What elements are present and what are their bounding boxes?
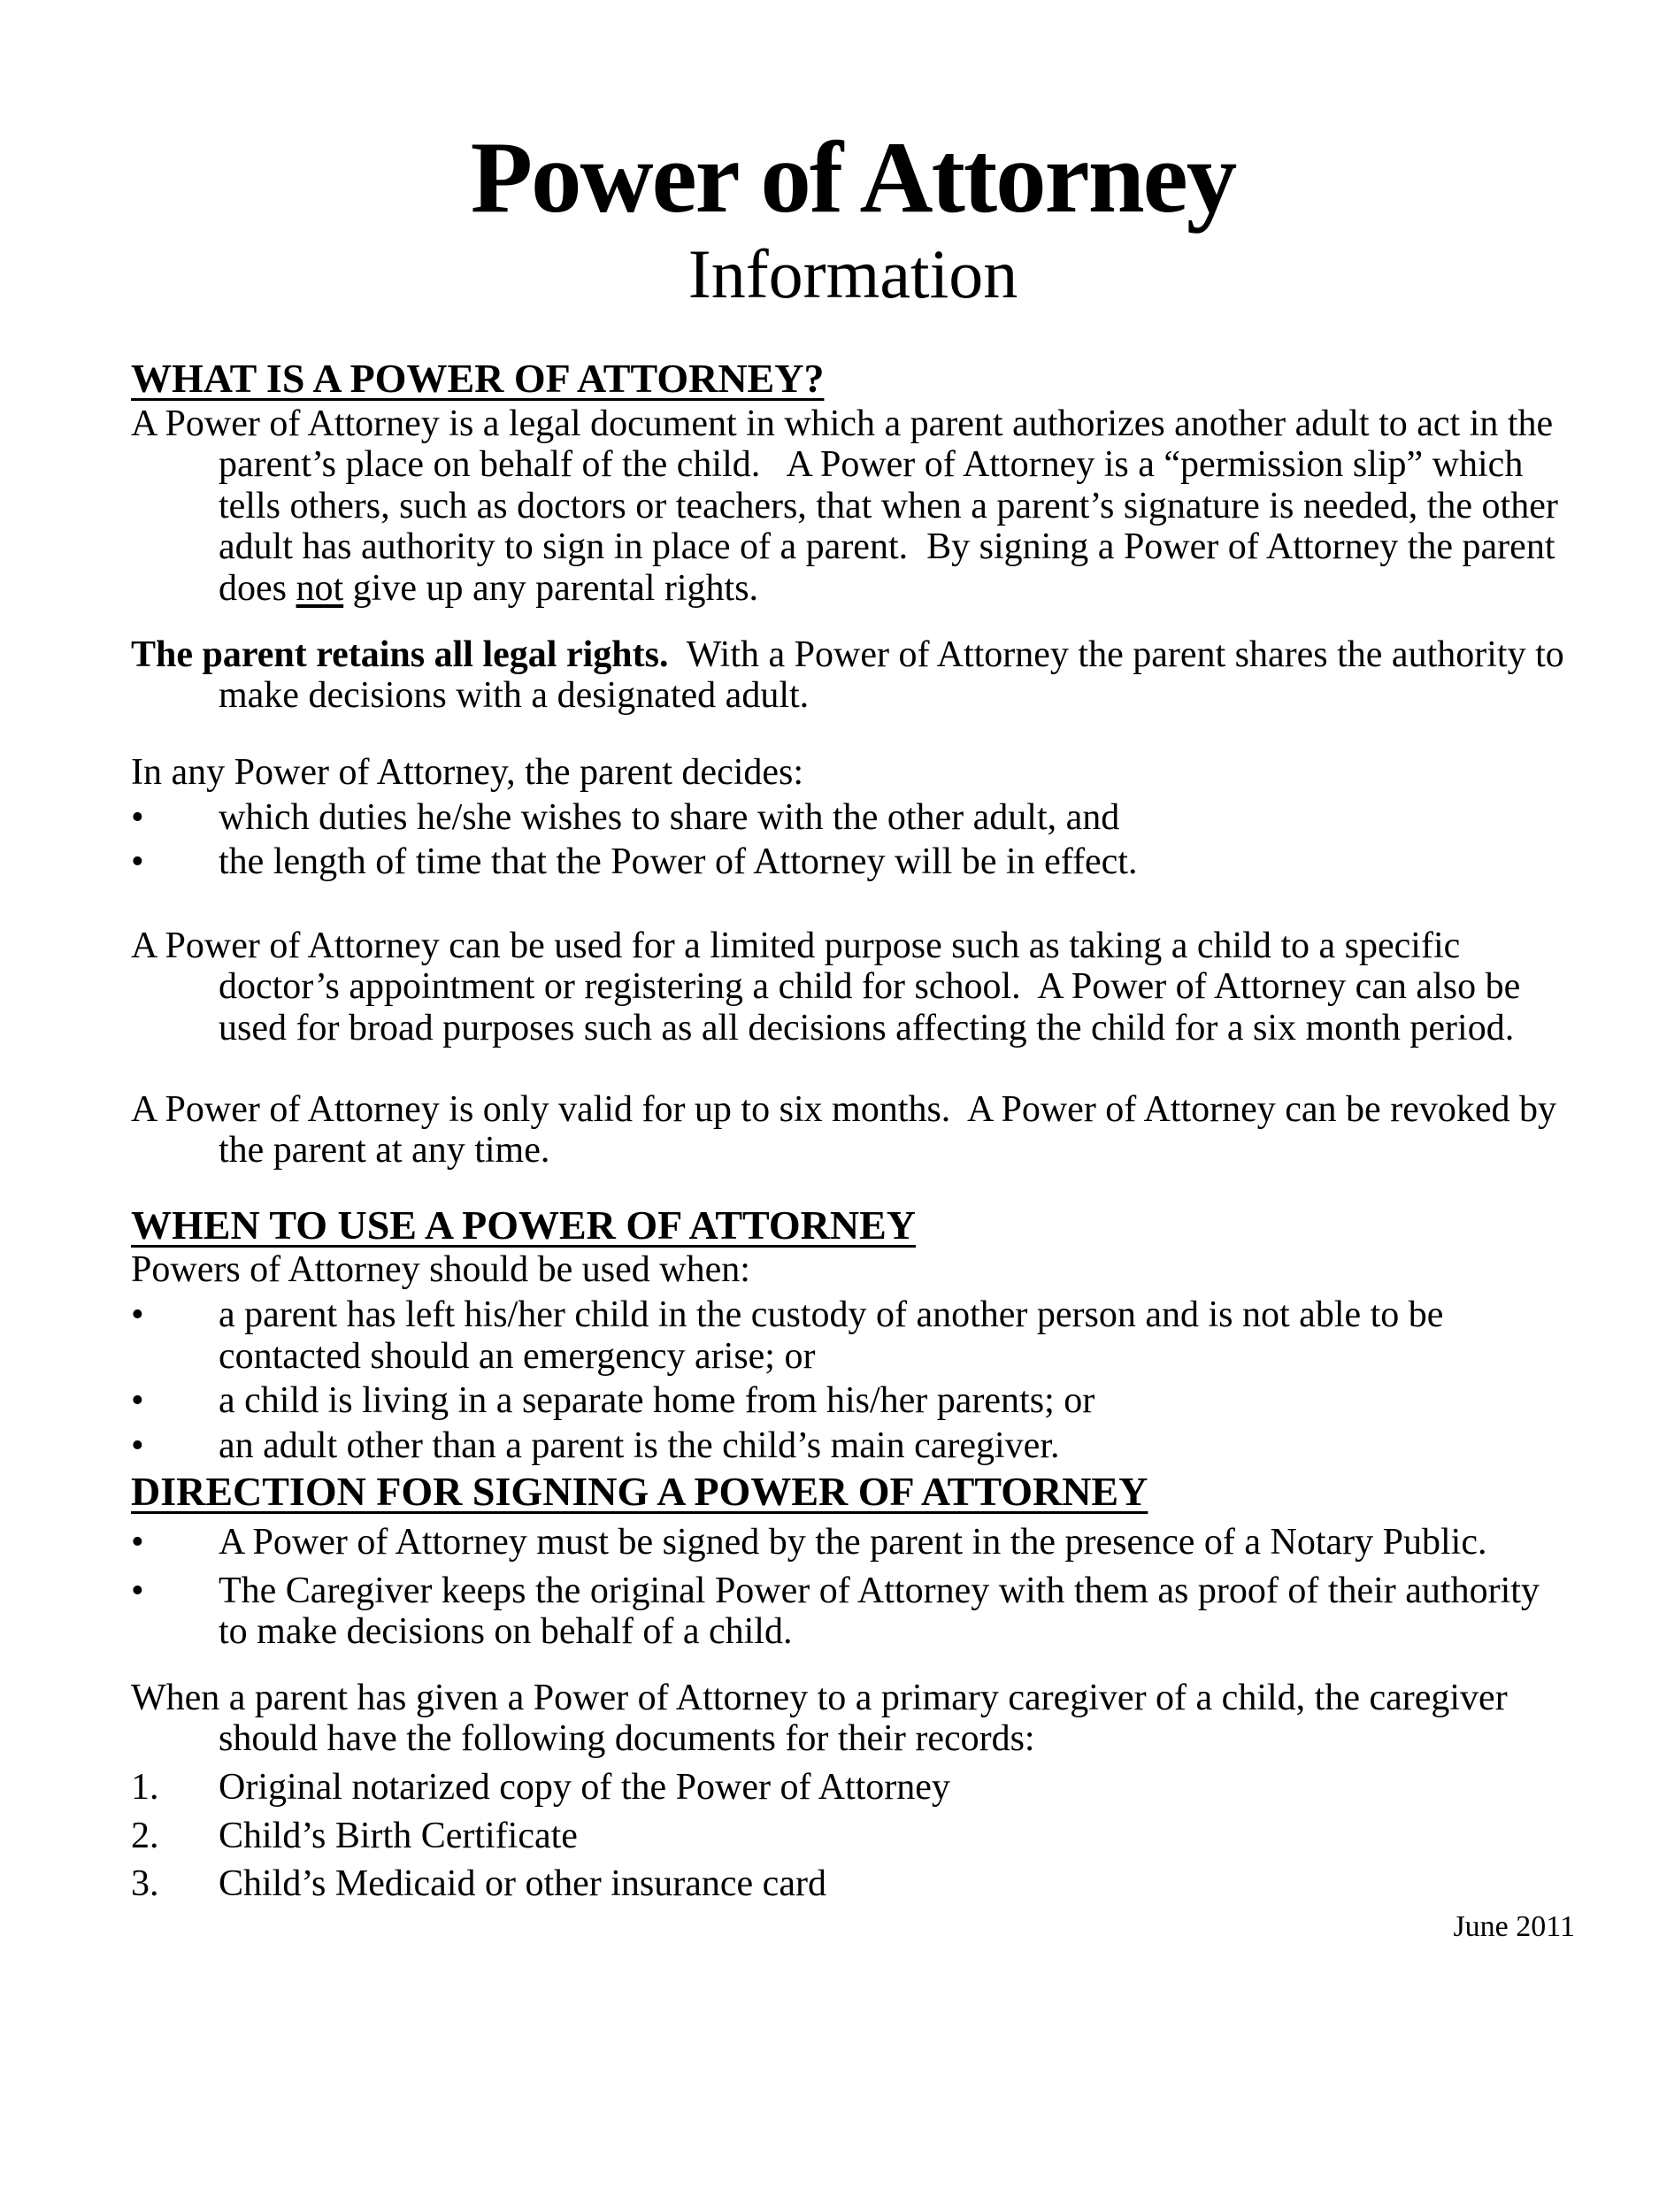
numbered-marker: 2. [131, 1815, 159, 1856]
numbered-text: Original notarized copy of the Power of Attorney [219, 1767, 950, 1809]
bullet-text: which duties he/she wishes to share with the other adult, and [219, 796, 1120, 838]
numbered-text: Child’s Medicaid or other insurance card [219, 1863, 826, 1905]
bullet-icon: • [131, 1380, 144, 1422]
bullet-item [131, 1380, 1575, 1422]
paragraph-parent-retains-rights [131, 634, 1575, 717]
numbered-item [131, 1816, 1575, 1857]
numbered-marker: 3. [131, 1863, 159, 1905]
document-title: Power of Attorney [470, 121, 1236, 234]
heading-direction-for-signing: DIRECTION FOR SIGNING A POWER OF ATTORNEY [131, 1469, 1148, 1515]
bullet-icon: • [131, 1570, 144, 1611]
bold-lead-text: The parent retains all legal rights. [131, 634, 669, 675]
paragraph-limited-purpose: A Power of Attorney can be used for a limited purpose such as taking a child to a specific doctor’s appointment or registering a child for school. A Power of Attorney can also be used for broad purposes such as all decisions affecting the child for a six month period. [131, 925, 1530, 1048]
bullet-item [131, 1425, 1575, 1467]
bullet-icon: • [131, 1425, 144, 1466]
paragraph-text: give up any parental rights. [343, 568, 759, 610]
bullet-text: A Power of Attorney must be signed by the parent in the presence of a Notary Public. [219, 1522, 1487, 1563]
bullet-text: The Caregiver keeps the original Power of Attorney with them as proof of their authority to make decisions on behalf of a child. [219, 1570, 1549, 1653]
bullet-icon: • [131, 841, 144, 883]
bullet-text: a parent has left his/her child in the custody of another person and is not able to be contacted should an emergency arise; or [219, 1294, 1453, 1377]
bullet-item [131, 841, 1575, 883]
paragraph-caregiver-documents: When a parent has given a Power of Attorney to a primary caregiver of a child, the caregiver should have the following documents for their records: [131, 1677, 1517, 1760]
bullet-icon: • [131, 1294, 144, 1335]
numbered-item [131, 1767, 1575, 1809]
bullet-text: an adult other than a parent is the child’s main caregiver. [219, 1425, 1060, 1466]
document-subtitle: Information [687, 235, 1018, 313]
paragraph-text: A Power of Attorney is a legal document in which a parent authorizes another adult to act in the parent’s place on behalf of the child. A Power of Attorney is a “permission slip” which tells others, such as doctors or teachers, that when a parent’s signature is needed, the other adult has authority to sign in place of a parent. By signing a Power of Attorney the parent does [131, 403, 1568, 610]
bullet-icon: • [131, 796, 144, 838]
bullet-icon: • [131, 1522, 144, 1563]
bullet-item [131, 797, 1575, 839]
paragraph-parent-decides: In any Power of Attorney, the parent decides: [131, 751, 804, 793]
paragraph-text: With a Power of Attorney the parent shares the authority to make decisions with a designated adult. [219, 634, 1574, 717]
paragraph-when-intro: Powers of Attorney should be used when: [131, 1249, 750, 1291]
bullet-item [131, 1294, 1575, 1377]
numbered-list-documents [131, 1767, 1575, 1905]
numbered-text: Child’s Birth Certificate [219, 1815, 578, 1856]
bullet-list-when-to-use [131, 1294, 1575, 1466]
underlined-word-not: not [296, 568, 344, 610]
bullet-text: a child is living in a separate home from his/her parents; or [219, 1380, 1095, 1422]
heading-what-is-a-power-of-attorney: WHAT IS A POWER OF ATTORNEY? [131, 356, 825, 402]
heading-when-to-use: WHEN TO USE A POWER OF ATTORNEY [131, 1202, 916, 1248]
footer-date: June 2011 [1453, 1909, 1575, 1943]
bullet-item [131, 1571, 1575, 1653]
numbered-item [131, 1863, 1575, 1905]
bullet-text: the length of time that the Power of Attorney will be in effect. [219, 841, 1138, 883]
paragraph-definition [131, 403, 1575, 610]
bullet-list-direction [131, 1522, 1575, 1653]
paragraph-valid-six-months: A Power of Attorney is only valid for up to six months. A Power of Attorney can be revoked by the parent at any time. [131, 1088, 1566, 1171]
bullet-item [131, 1522, 1575, 1563]
bullet-list-parent-decides [131, 797, 1575, 883]
numbered-marker: 1. [131, 1767, 159, 1809]
